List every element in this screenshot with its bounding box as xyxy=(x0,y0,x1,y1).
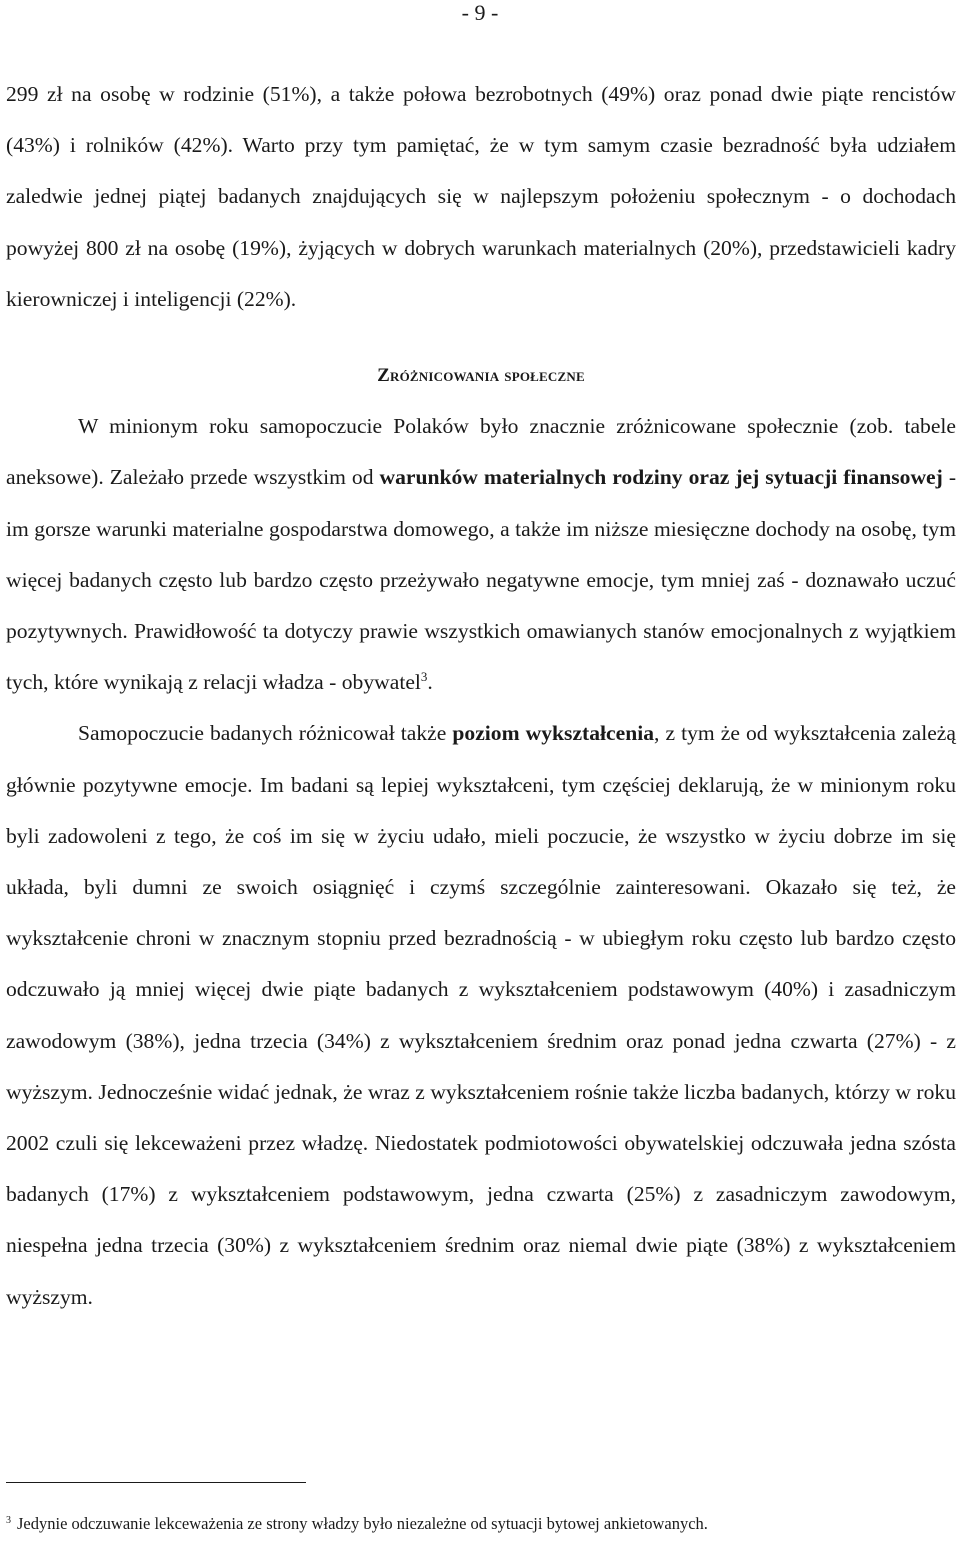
paragraph-end: . xyxy=(427,670,433,695)
footnote-number: 3 xyxy=(6,1514,11,1526)
paragraph-text: , z tym że od wykształcenia zależą głównie pozytywne emocje. Im badani są lepiej wykształceni, tym częściej deklarują, że w minionym roku byli zadowoleni z tego, że coś im się w życiu udało, mieli poczucie, że wszystko w życiu dobrze im się układa, byli dumni ze swoich osiągnięć i czymś szczególnie zainteresowani. Okazało się też, że wykształcenie chroni w znacznym stopniu przed bezradnością - w ubiegłym roku często lub bardzo często odczuwało ją mniej więcej dwie piąte badanych z wykształceniem podstawowym (40%) i zasadniczym zawodowym (38%), jedna trzecia (34%) z wykształceniem średnim oraz ponad jedna czwarta (27%) - z wyższym. Jednocześnie widać jednak, że wraz z wykształceniem rośnie także liczba badanych, którzy w roku 2002 czuli się lekceważeni przez władzę. Niedostatek podmiotowości obywatelskiej odczuwała jedna szósta badanych (17%) z wykształceniem podstawowym, jedna czwarta (25%) z zasadniczym zawodowym, niespełna jedna trzecia (30%) z wykształceniem średnim oraz niemal dwie piąte (38%) z wykształceniem wyższym. xyxy=(6,721,956,1309)
page-number: - 9 - xyxy=(461,0,499,25)
footnote-text: Jedynie odczuwanie lekceważenia ze strony władzy było niezależne od sytuacji bytowej ankietowanych. xyxy=(17,1514,708,1533)
paragraph-text: - im gorsze warunki materialne gospodarstwa domowego, a także im niższe miesięczne dochody na osobę, tym więcej badanych często lub bardzo często przeżywało negatywne emocje, tym mniej zaś - doznawało uczuć pozytywnych. Prawidłowość ta dotyczy prawie wszystkich omawianych stanów emocjonalnych z wyjątkiem tych, które wynikają z relacji władza - obywatel xyxy=(6,465,957,695)
footnote-divider xyxy=(6,1482,306,1483)
paragraph-text: Samopoczucie badanych różnicował także xyxy=(78,721,453,746)
paragraph-text: W minionym roku samopoczucie Polaków było znacznie zróżnicowane społecznie (zob. tabele aneksowe). Zależało przede wszystkim od xyxy=(6,414,956,490)
footnote xyxy=(6,1512,956,1536)
footnote-reference[interactable]: 3 xyxy=(420,669,428,685)
section-heading: Zróżnicowania społeczne xyxy=(377,365,585,387)
paragraph-material-conditions xyxy=(6,401,956,708)
section-spacer xyxy=(6,325,956,350)
paragraph-education xyxy=(6,708,956,1322)
document-body xyxy=(6,69,956,1323)
emphasis-text: poziom wykształcenia xyxy=(452,721,654,746)
emphasis-text: warunków materialnych rodziny oraz jej sytuacji finansowej xyxy=(379,465,943,490)
paragraph-text: 299 zł na osobę w rodzinie (51%), a także połowa bezrobotnych (49%) oraz ponad dwie piąte rencistów (43%) i rolników (42%). Warto przy tym pamiętać, że w tym samym czasie bezradność była udziałem zaledwie jednej piątej badanych znajdujących się w najlepszym położeniu społecznym - o dochodach powyżej 800 zł na osobę (19%), żyjących w dobrych warunkach materialnych (20%), przedstawicieli kadry kierowniczej i inteligencji (22%). xyxy=(6,82,956,311)
paragraph-continuation xyxy=(6,69,956,325)
